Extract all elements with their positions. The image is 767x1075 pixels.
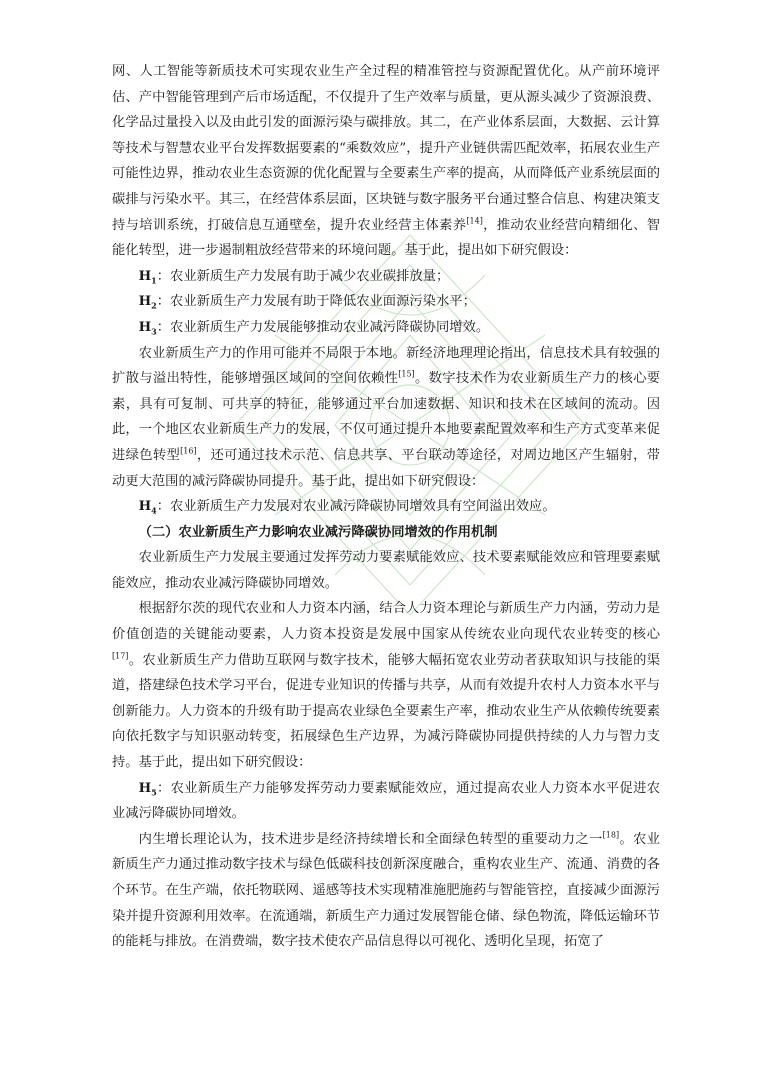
- hypothesis-h4: $H_4$：农业新质生产力发展对农业减污降碳协同增效具有空间溢出效应。: [138, 499, 556, 516]
- citation-16: [16]: [180, 446, 197, 456]
- hypothesis-h3: $H_3$：农业新质生产力发展能够推动农业减污降碳协同增效。: [138, 319, 490, 337]
- citation-18: [18]: [602, 830, 620, 840]
- paragraph-mechanism-intro: 网、人工智能等新质技术可实现农业生产全过程的精准管控与资源配置优化。从产前环境评估、产中智能管理到产后市场适配，不仅提升了生产效率与质量，更从源头减少了资源浪费、化学品过量投入以及由此引发的面源污染与碳排放。其二，在产业体系层面，大数据、云计算等技术与智慧农业平台发挥数据要素的“乘数效应”，提升产业链供需匹配效率，拓展农业生产可能性边界，推动农业生态资源的优化配置与全要素生产率的提高，从而降低产业系统层面的碳排与污染水平。其三，在经营体系层面，区块链与数字服务平台通过整合信息、构建决策支持与培训系统，打破信息互通壁垒，提升农业经营主体素养[14]，推动农业经营向精细化、智能化转型，进一步遏制粗放经营带来的环境问题。基于此，提出如下研究假设：: [112, 64, 661, 259]
- paragraph-spatial-spillover: 农业新质生产力的作用可能并不局限于本地。新经济地理理论指出，信息技术具有较强的扩散与溢出特性，能够增强区域间的空间依赖性[15]。数字技术作为农业新质生产力的核心要素，具有可复制、可共享的特征，能够通过平台加速数据、知识和技术在区域间的流动。因此，一个地区农业新质生产力的发展，不仅可通过提升本地要素配置效率和生产方式变革来促进绿色转型[16]，还可通过技术示范、信息共享、平台联动等途径，对周边地区产生辐射，带动更大范围的减污降碳协同提升。基于此，提出如下研究假设：: [112, 345, 661, 489]
- paragraph-technology-factor: 内生增长理论认为，技术进步是经济持续增长和全面绿色转型的重要动力之一[18]。农业新质生产力通过推动数字技术与绿色低碳科技创新深度融合，重构农业生产、流通、消费的各个环节。在生产端，依托物联网、遥感等技术实现精准施肥施药与智能管控，直接减少面源污染并提升资源利用效率。在流通端，新质生产力通过发展智能仓储、绿色物流，降低运输环节的能耗与排放。在消费端，数字技术使农产品信息得以可视化、透明化呈现，拓宽了: [112, 830, 661, 950]
- section-heading: （二）农业新质生产力影响农业减污降碳协同增效的作用机制: [138, 524, 498, 540]
- hypothesis-h5: $H_5$：农业新质生产力能够发挥劳动力要素赋能效应，通过提高农业人力资本水平促进农业减污降碳协同增效。: [112, 780, 660, 822]
- citation-15: [15]: [398, 369, 415, 379]
- paragraph-mechanism-overview: 农业新质生产力发展主要通过发挥劳动力要素赋能效应、技术要素赋能效应和管理要素赋能效应，推动农业减污降碳协同增效。: [112, 550, 660, 591]
- paragraph-labor-factor: 根据舒尔茨的现代农业和人力资本内涵，结合人力资本理论与新质生产力内涵，劳动力是价值创造的关键能动要素，人力资本投资是发展中国家从传统农业向现代农业转变的核心[17]。农业新质生产力借助互联网与数字技术，能够大幅拓宽农业劳动者获取知识与技能的渠道，搭建绿色技术学习平台，促进专业知识的传播与共享，从而有效提升农村人力资本水平与创新能力。人力资本的升级有助于提高农业绿色全要素生产率，推动农业生产从依赖传统要素向依托数字与知识驱动转变，拓展绿色生产边界，为减污降碳协同提供持续的人力与智力支持。基于此，提出如下研究假设：: [112, 601, 660, 771]
- hypothesis-h1: $H_1$：农业新质生产力发展有助于减少农业碳排放量；: [138, 268, 450, 286]
- citation-14: [14]: [466, 216, 483, 226]
- hypothesis-h2: $H_2$：农业新质生产力发展有助于降低农业面源污染水平；: [138, 294, 476, 311]
- body-text: [112, 59, 660, 955]
- citation-17: [17]: [112, 651, 129, 661]
